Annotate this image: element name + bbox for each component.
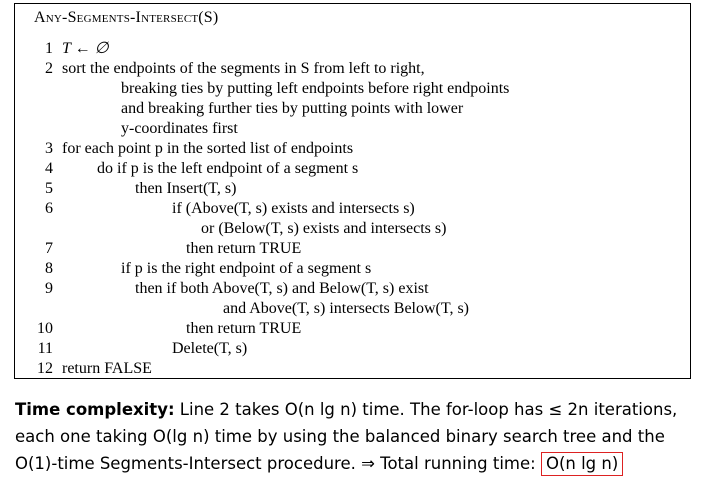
footer-line-1 bbox=[15, 396, 705, 423]
line-number: 2 bbox=[45, 60, 53, 77]
time-complexity-label: Time complexity: bbox=[15, 400, 175, 419]
footer-line-3 bbox=[15, 450, 705, 477]
line-number: 5 bbox=[45, 180, 53, 197]
line-text: then Insert(T, s) bbox=[135, 180, 237, 197]
line-text: and breaking further ties by putting points with lower bbox=[121, 100, 464, 117]
line-text: Delete(T, s) bbox=[172, 340, 248, 357]
line-number: 12 bbox=[37, 360, 53, 377]
line-text: then return TRUE bbox=[186, 320, 302, 337]
footer-line-1-text: Line 2 takes O(n lg n) time. The for-loop has ≤ 2n iterations, bbox=[179, 400, 678, 419]
line-text: if (Above(T, s) exists and intersects s) bbox=[172, 200, 415, 217]
line-number: 8 bbox=[45, 260, 53, 277]
line-text: y-coordinates first bbox=[121, 120, 238, 137]
line-text: sort the endpoints of the segments in S from left to right, bbox=[62, 60, 425, 77]
algorithm-title: Any-Segments-Intersect(S) bbox=[34, 9, 219, 26]
line-number: 6 bbox=[45, 200, 53, 217]
line-text: T ← ∅ bbox=[62, 40, 109, 57]
line-text: or (Below(T, s) exists and intersects s) bbox=[201, 220, 447, 237]
line-text: then return TRUE bbox=[186, 240, 302, 257]
line-text: breaking ties by putting left endpoints before right endpoints bbox=[121, 80, 510, 97]
line-number: 9 bbox=[45, 280, 53, 297]
algorithm-box bbox=[14, 3, 691, 379]
line-text: do if p is the left endpoint of a segment s bbox=[97, 160, 359, 177]
line-text: and Above(T, s) intersects Below(T, s) bbox=[223, 300, 470, 317]
line-number: 4 bbox=[45, 160, 53, 177]
line-text: if p is the right endpoint of a segment s bbox=[121, 260, 372, 277]
line-number: 7 bbox=[45, 240, 53, 257]
total-running-time-answer: O(n lg n) bbox=[541, 452, 623, 476]
line-text: for each point p in the sorted list of endpoints bbox=[62, 140, 354, 157]
line-number: 3 bbox=[45, 140, 53, 157]
footer-line-3-text: O(1)-time Segments-Intersect procedure. ⇒ Total running time: bbox=[15, 454, 536, 473]
line-text: then if both Above(T, s) and Below(T, s) exist bbox=[135, 280, 429, 297]
line-number: 11 bbox=[37, 340, 53, 357]
line-number: 1 bbox=[45, 40, 53, 57]
time-complexity-paragraph bbox=[15, 396, 705, 477]
footer-line-2: each one taking O(lg n) time by using the balanced binary search tree and the bbox=[15, 427, 665, 446]
line-number: 10 bbox=[37, 320, 53, 337]
line-text: return FALSE bbox=[62, 360, 152, 377]
